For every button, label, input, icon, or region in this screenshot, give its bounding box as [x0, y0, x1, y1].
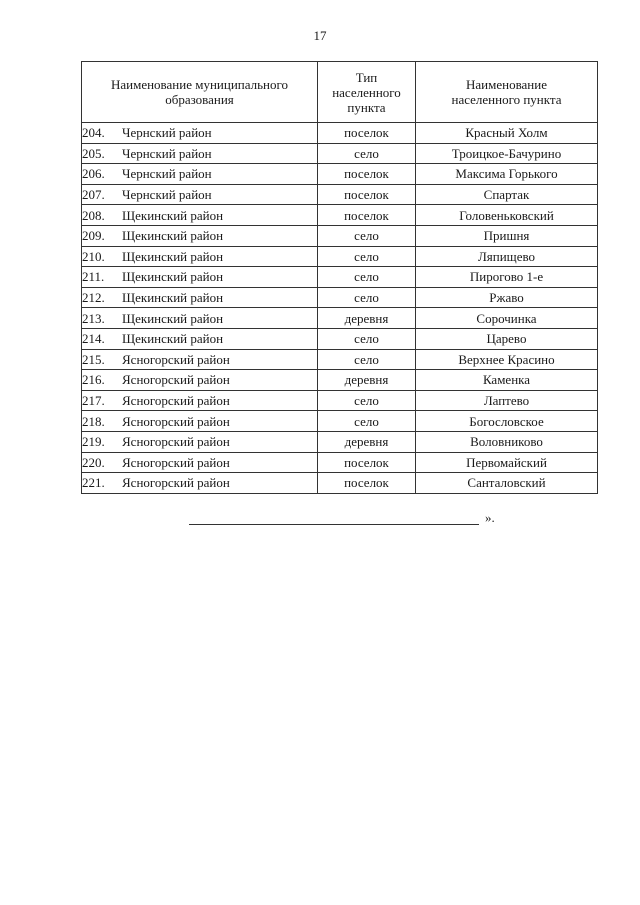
- settlement-name-cell: Первомайский: [416, 452, 598, 473]
- table-row: [82, 431, 598, 452]
- municipality-name: Чернский район: [122, 125, 212, 141]
- table-row: [82, 308, 598, 329]
- municipality-cell: [82, 287, 318, 308]
- row-number: 206.: [82, 166, 105, 182]
- settlement-type-cell: поселок: [318, 184, 416, 205]
- row-number: 205.: [82, 145, 105, 161]
- table-row: [82, 452, 598, 473]
- municipality-name: Щекинский район: [122, 269, 224, 285]
- header-row: [82, 62, 598, 123]
- settlement-type-cell: село: [318, 328, 416, 349]
- table-row: [82, 184, 598, 205]
- settlement-type-cell: село: [318, 246, 416, 267]
- municipality-name: Щекинский район: [122, 228, 224, 244]
- settlement-type-cell: село: [318, 143, 416, 164]
- header-settlement-name: Наименование населенного пункта: [416, 62, 598, 123]
- settlements-table: [81, 61, 598, 494]
- settlement-name-cell: Санталовский: [416, 473, 598, 494]
- settlement-type-cell: поселок: [318, 452, 416, 473]
- settlement-type-cell: поселок: [318, 205, 416, 226]
- municipality-name: Ясногорский район: [122, 372, 230, 388]
- closing-line: [189, 524, 479, 525]
- page-number: 17: [313, 28, 327, 43]
- municipality-cell: [82, 308, 318, 329]
- row-number: 218.: [82, 413, 105, 429]
- municipality-name: Ясногорский район: [122, 413, 230, 429]
- municipality-cell: [82, 349, 318, 370]
- settlement-name-cell: Царево: [416, 328, 598, 349]
- settlement-name-cell: Пришня: [416, 225, 598, 246]
- row-number: 216.: [82, 372, 105, 388]
- row-number: 220.: [82, 454, 105, 470]
- municipality-cell: [82, 267, 318, 288]
- row-number: 217.: [82, 393, 105, 409]
- settlement-name-cell: Воловниково: [416, 431, 598, 452]
- municipality-name: Щекинский район: [122, 207, 224, 223]
- municipality-cell: [82, 411, 318, 432]
- closing-mark: [189, 508, 529, 530]
- municipality-cell: [82, 246, 318, 267]
- municipality-name: Щекинский район: [122, 331, 224, 347]
- row-number: 210.: [82, 248, 105, 264]
- settlement-type-cell: поселок: [318, 164, 416, 185]
- municipality-name: Щекинский район: [122, 248, 224, 264]
- table-row: [82, 349, 598, 370]
- settlement-type-cell: село: [318, 390, 416, 411]
- municipality-name: Чернский район: [122, 145, 212, 161]
- table-header: [82, 62, 598, 123]
- settlement-type-cell: деревня: [318, 308, 416, 329]
- municipality-name: Чернский район: [122, 187, 212, 203]
- table-row: [82, 164, 598, 185]
- settlement-type-cell: село: [318, 267, 416, 288]
- municipality-name: Ясногорский район: [122, 454, 230, 470]
- table-row: [82, 287, 598, 308]
- table-row: [82, 246, 598, 267]
- municipality-cell: [82, 370, 318, 391]
- row-number: 213.: [82, 310, 105, 326]
- municipality-cell: [82, 390, 318, 411]
- municipality-cell: [82, 452, 318, 473]
- municipality-cell: [82, 184, 318, 205]
- settlement-type-cell: поселок: [318, 473, 416, 494]
- row-number: 215.: [82, 351, 105, 367]
- settlement-name-cell: Каменка: [416, 370, 598, 391]
- settlement-name-cell: Троицкое-Бачурино: [416, 143, 598, 164]
- municipality-cell: [82, 431, 318, 452]
- municipality-cell: [82, 205, 318, 226]
- row-number: 209.: [82, 228, 105, 244]
- municipality-cell: [82, 328, 318, 349]
- row-number: 219.: [82, 434, 105, 450]
- municipality-cell: [82, 123, 318, 144]
- settlement-type-cell: село: [318, 225, 416, 246]
- municipality-name: Щекинский район: [122, 310, 224, 326]
- table-row: [82, 143, 598, 164]
- settlement-name-cell: Пирогово 1-е: [416, 267, 598, 288]
- municipality-cell: [82, 225, 318, 246]
- row-number: 221.: [82, 475, 105, 491]
- row-number: 211.: [82, 269, 105, 285]
- settlement-name-cell: Головеньковский: [416, 205, 598, 226]
- row-number: 207.: [82, 187, 105, 203]
- settlement-type-cell: село: [318, 349, 416, 370]
- table-row: [82, 267, 598, 288]
- settlement-type-cell: деревня: [318, 431, 416, 452]
- table-row: [82, 328, 598, 349]
- municipality-name: Ясногорский район: [122, 351, 230, 367]
- table-row: [82, 473, 598, 494]
- municipality-name: Ясногорский район: [122, 393, 230, 409]
- settlement-name-cell: Максима Горького: [416, 164, 598, 185]
- municipality-name: Чернский район: [122, 166, 212, 182]
- table-body: [82, 123, 598, 494]
- settlement-type-cell: село: [318, 287, 416, 308]
- municipality-name: Щекинский район: [122, 290, 224, 306]
- settlement-name-cell: Красный Холм: [416, 123, 598, 144]
- settlement-name-cell: Спартак: [416, 184, 598, 205]
- municipality-cell: [82, 473, 318, 494]
- table-row: [82, 205, 598, 226]
- row-number: 214.: [82, 331, 105, 347]
- table-row: [82, 370, 598, 391]
- municipality-cell: [82, 164, 318, 185]
- row-number: 208.: [82, 207, 105, 223]
- row-number: 204.: [82, 125, 105, 141]
- settlement-name-cell: Богословское: [416, 411, 598, 432]
- header-municipality: Наименование муниципального образования: [82, 62, 318, 123]
- settlement-type-cell: село: [318, 411, 416, 432]
- table-row: [82, 390, 598, 411]
- municipality-name: Ясногорский район: [122, 475, 230, 491]
- settlement-type-cell: поселок: [318, 123, 416, 144]
- settlement-type-cell: деревня: [318, 370, 416, 391]
- settlement-name-cell: Ржаво: [416, 287, 598, 308]
- municipality-name: Ясногорский район: [122, 434, 230, 450]
- closing-quote: ».: [485, 510, 495, 525]
- table-row: [82, 225, 598, 246]
- row-number: 212.: [82, 290, 105, 306]
- settlement-name-cell: Ляпищево: [416, 246, 598, 267]
- header-settlement-type: Тип населенного пункта: [318, 62, 416, 123]
- settlement-name-cell: Верхнее Красино: [416, 349, 598, 370]
- settlement-name-cell: Сорочинка: [416, 308, 598, 329]
- settlement-name-cell: Лаптево: [416, 390, 598, 411]
- table-row: [82, 123, 598, 144]
- table-row: [82, 411, 598, 432]
- municipality-cell: [82, 143, 318, 164]
